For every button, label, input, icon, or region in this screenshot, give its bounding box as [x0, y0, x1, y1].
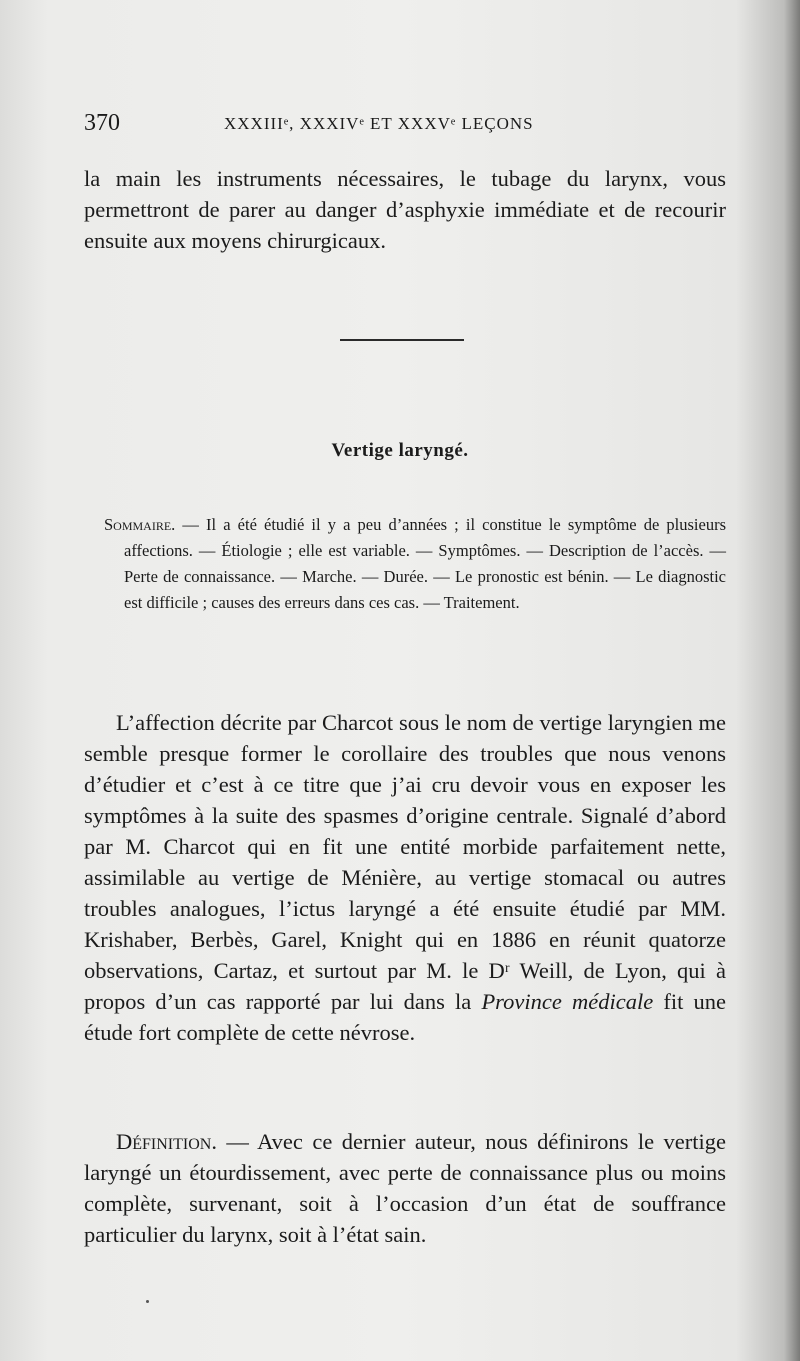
summary-text: — Il a été étudié il y a peu d’années ; il constitue le symptôme de plusieurs affections. — Étiologie ; elle est variable. — Symptômes. — Description de l’accès. — Perte de connaissance. — Marche. — Durée. — Le pronostic est bénin. — Le diagnostic est difficile ; causes des erreurs dans ces cas. — Traitement.: [124, 515, 726, 612]
page-header: [84, 110, 724, 140]
definition-label: Définition.: [116, 1129, 217, 1154]
opening-paragraph-text: la main les instruments nécessaires, le tubage du larynx, vous permettront de parer au danger d’asphyxie immédiate et de recourir ensuite aux moyens chirurgicaux.: [84, 166, 726, 253]
definition-paragraph: [84, 1126, 726, 1250]
main-paragraph-after: fit une étude fort complète de cette névrose.: [84, 989, 726, 1045]
running-title: XXXIIIᵉ, XXXIVᵉ ET XXXVᵉ LEÇONS: [224, 114, 534, 133]
ink-speck: [146, 1300, 149, 1303]
summary-block: [104, 512, 726, 616]
summary-label: Sommaire.: [104, 515, 176, 534]
section-title: Vertige laryngé.: [331, 440, 469, 461]
main-paragraph-before: L’affection décrite par Charcot sous le nom de vertige laryngien me semble presque former le corollaire des troubles que nous venons d’étudier et c’est à ce titre que j’ai cru devoir vous en exposer les symptômes à la suite des spasmes d’origine centrale. Signalé d’abord par M. Charcot qui en fit une entité morbide parfaitement nette, assimilable au vertige de Ménière, au vertige stomacal ou autres troubles analogues, l’ictus laryngé a été ensuite étudié par MM. Krishaber, Berbès, Garel, Knight qui en 1886 en réunit quatorze observations, Cartaz, et surtout par M. le Dʳ Weill, de Lyon, qui à propos d’un cas rapporté par lui dans la: [84, 710, 726, 1014]
page-number: 370: [84, 110, 120, 136]
opening-paragraph: [84, 163, 726, 256]
summary-paragraph: [104, 512, 726, 616]
main-paragraph-text: [84, 707, 726, 1048]
definition-text: [84, 1126, 726, 1250]
journal-title: Province médicale: [481, 989, 654, 1014]
main-paragraph: [84, 707, 726, 1048]
section-divider: [340, 339, 464, 341]
definition-body: — Avec ce dernier auteur, nous définirons le vertige laryngé un étourdissement, avec perte de connaissance plus ou moins complète, survenant, soit à l’occasion d’un état de souffrance particulier du larynx, soit à l’état sain.: [84, 1129, 726, 1247]
